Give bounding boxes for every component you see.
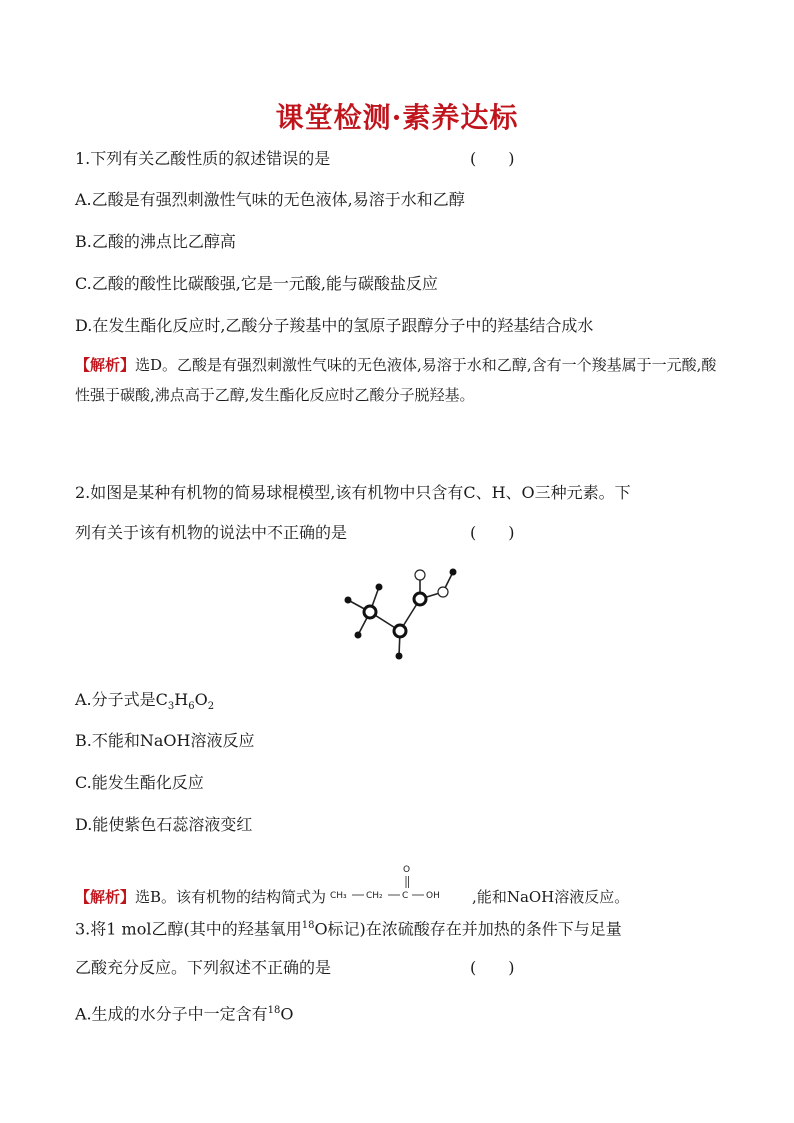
q1-option-c: C.乙酸的酸性比碳酸强,它是一元酸,能与碳酸盐反应 (75, 274, 438, 293)
structural-formula (328, 865, 470, 908)
svg-text:CH₃: CH₃ (330, 891, 347, 901)
q2-analysis-pre: 选B。该有机物的结构简式为 (135, 888, 327, 906)
c-atom (414, 593, 426, 605)
q1-answer-paren: ( ) (470, 149, 515, 168)
q1-analysis-text: 选D。乙酸是有强烈刺激性气味的无色液体,易溶于水和乙醇,含有一个羧基属于一元酸,酸性强于碳酸,沸点高于乙醇,发生酯化反应时乙酸分子脱羟基。 (75, 356, 717, 404)
svg-text:C: C (402, 891, 409, 901)
h-atom (450, 569, 457, 576)
q1-option-a: A.乙酸是有强烈刺激性气味的无色液体,易溶于水和乙醇 (75, 190, 465, 209)
q1-analysis-tag: 【解析】 (75, 356, 136, 374)
svg-text:CH₂: CH₂ (366, 891, 383, 901)
q1-option-d: D.在发生酯化反应时,乙酸分子羧基中的氢原子跟醇分子中的羟基结合成水 (75, 316, 594, 335)
q2-option-b: B.不能和NaOH溶液反应 (75, 731, 255, 750)
q3-stem-line1: 3.将1 mol乙醇(其中的羟基氧用$^{18}$O标记)在浓硫酸存在并加热的条件下与足量 (75, 919, 622, 939)
svg-text:OH: OH (426, 891, 440, 901)
q1-stem: 1.下列有关乙酸性质的叙述错误的是 (75, 149, 331, 168)
ball-stick-model (330, 560, 470, 665)
c-atom (394, 625, 406, 637)
q2-analysis-tag: 【解析】 (75, 888, 136, 906)
q2-answer-paren: ( ) (470, 523, 515, 542)
h-atom (396, 653, 403, 660)
page-title: 课堂检测·素养达标 (275, 101, 519, 134)
q3-stem-line2: 乙酸充分反应。下列叙述不正确的是 (75, 958, 332, 977)
c-atom (364, 606, 376, 618)
q2-option-a: A.分子式是$C_3H_6O_2$ (75, 690, 215, 713)
h-atom (345, 597, 352, 604)
h-atom (355, 632, 362, 639)
q2-option-c: C.能发生酯化反应 (75, 773, 204, 792)
o-atom (415, 570, 425, 580)
q2-stem-line1: 2.如图是某种有机物的简易球棍模型,该有机物中只含有C、H、O三种元素。下 (75, 483, 631, 502)
q3-answer-paren: ( ) (470, 958, 515, 977)
svg-text:O: O (403, 865, 411, 875)
q1-option-b: B.乙酸的沸点比乙醇高 (75, 232, 236, 251)
q2-analysis-post: ,能和NaOH溶液反应。 (472, 888, 630, 906)
q2-analysis (75, 865, 725, 908)
q3-option-a: A.生成的水分子中一定含有$^{18}$O (75, 1004, 294, 1024)
o-atom (438, 587, 448, 597)
q2-stem-line2: 列有关于该有机物的说法中不正确的是 (75, 523, 348, 542)
h-atom (376, 584, 383, 591)
q2-option-d: D.能使紫色石蕊溶液变红 (75, 815, 253, 834)
q1-analysis (75, 350, 725, 410)
